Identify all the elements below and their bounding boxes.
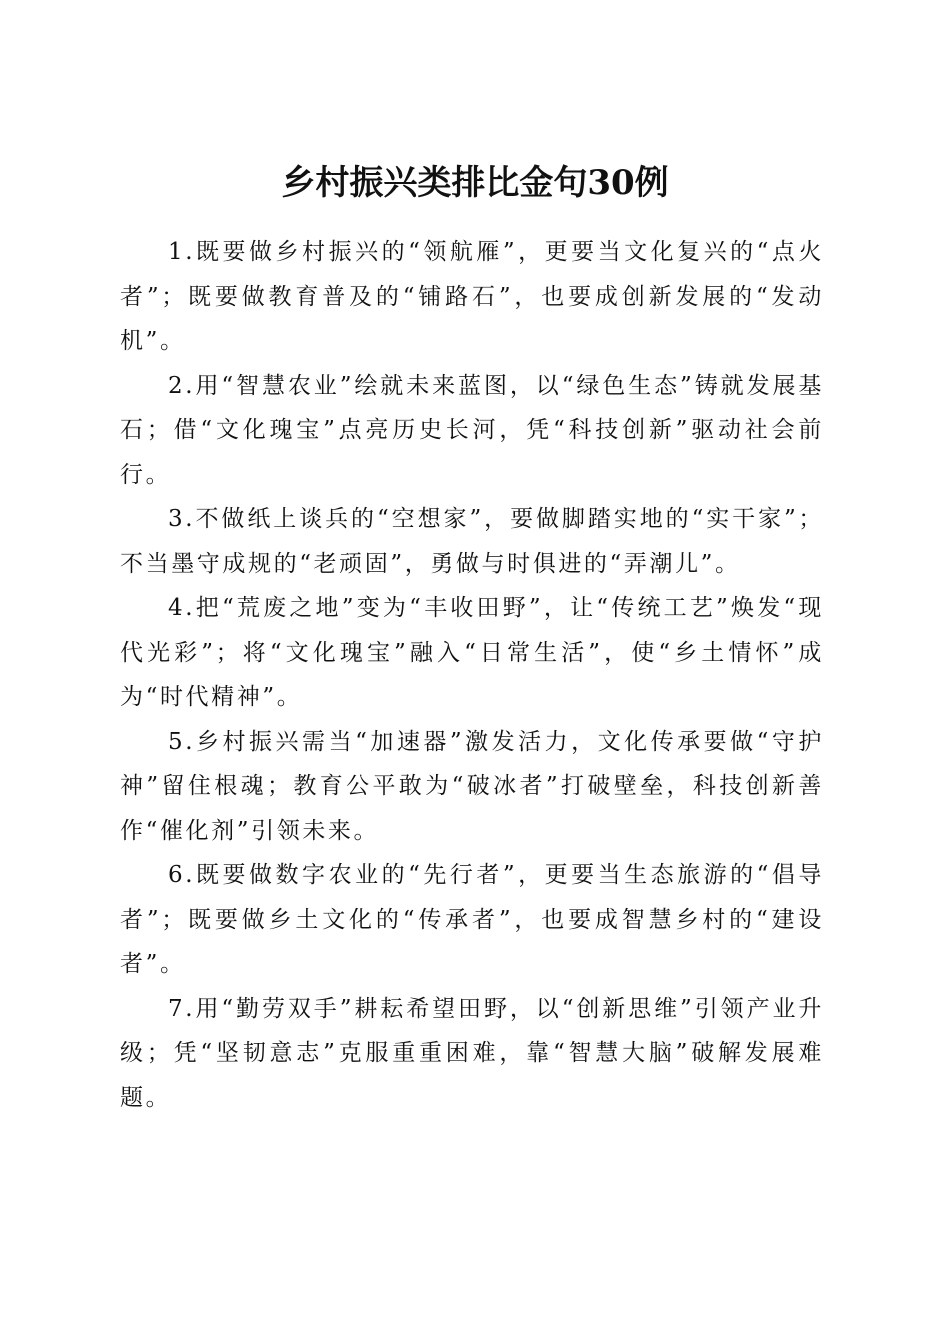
paragraph-5: 5.乡村振兴需当“加速器”激发活力，文化传承要做“守护神”留住根魂；教育公平敢为“破冰者”打破壁垒，科技创新善作“催化剂”引领未来。 [120, 728, 824, 844]
paragraph-3: 3.不做纸上谈兵的“空想家”，要做脚踏实地的“实干家”；不当墨守成规的“老顽固”，勇做与时俱进的“弄潮儿”。 [120, 506, 824, 577]
paragraph-6: 6.既要做数字农业的“先行者”，更要当生态旅游的“倡导者”；既要做乡土文化的“传承者”，也要成智慧乡村的“建设者”。 [120, 862, 824, 977]
document-title: 乡村振兴类排比金句30例 [281, 162, 669, 203]
paragraph-7: 7.用“勤劳双手”耕耘希望田野，以“创新思维”引领产业升级；凭“坚韧意志”克服重重困难，靠“智慧大脑”破解发展难题。 [120, 995, 824, 1111]
paragraph-1: 1.既要做乡村振兴的“领航雁”，更要当文化复兴的“点火者”；既要做教育普及的“铺路石”，也要成创新发展的“发动机”。 [120, 239, 824, 354]
paragraph-2: 2.用“智慧农业”绘就未来蓝图，以“绿色生态”铸就发展基石；借“文化瑰宝”点亮历史长河，凭“科技创新”驱动社会前行。 [120, 372, 824, 488]
paragraph-4: 4.把“荒废之地”变为“丰收田野”，让“传统工艺”焕发“现代光彩”；将“文化瑰宝”融入“日常生活”，使“乡土情怀”成为“时代精神”。 [120, 595, 824, 710]
document-body [120, 230, 824, 1120]
